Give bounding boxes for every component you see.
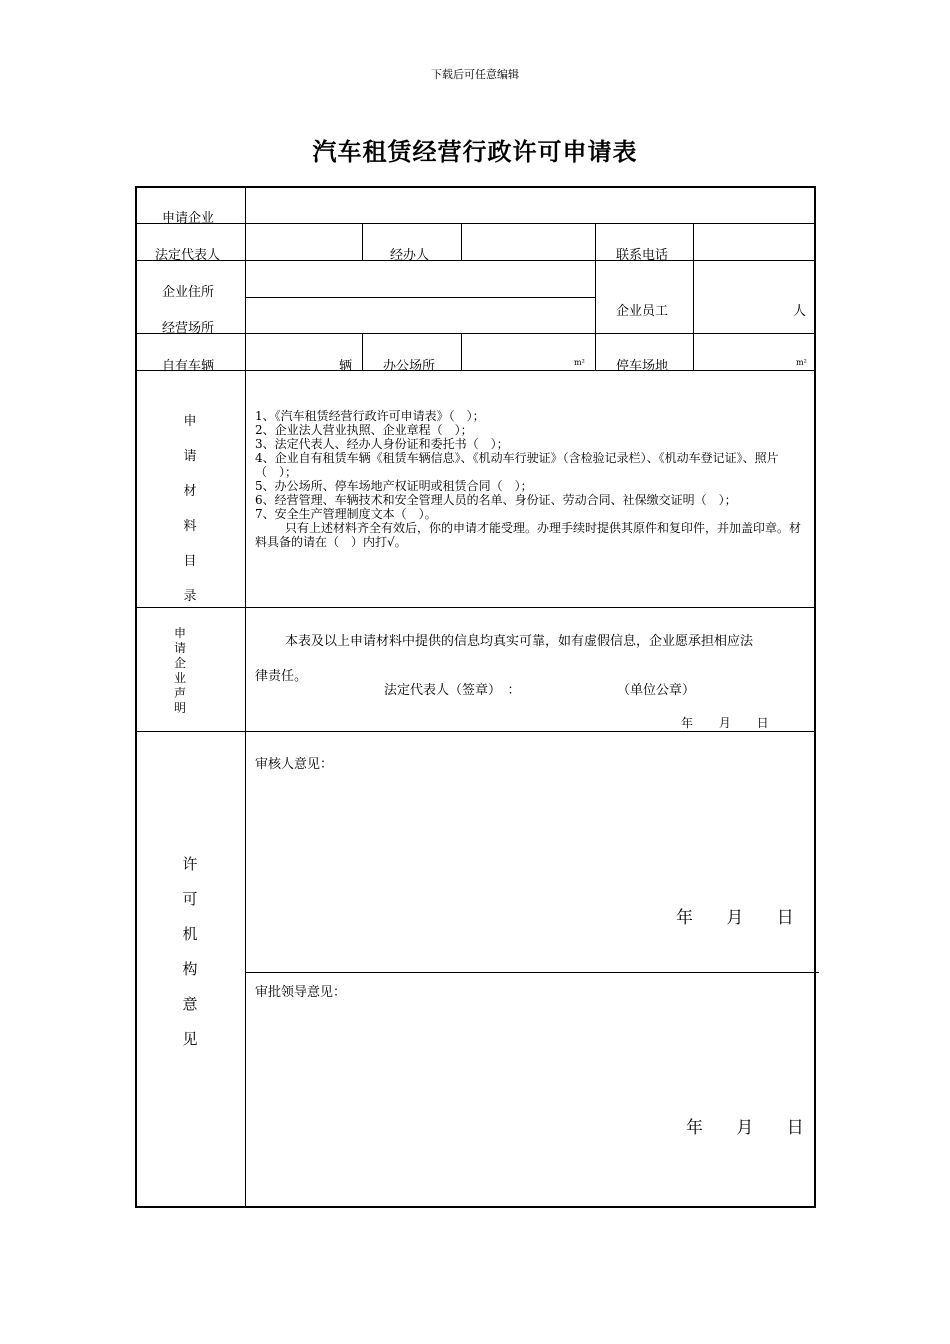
- header-note: 下载后可任意编辑: [431, 68, 519, 81]
- reviewer-opinion-field[interactable]: [247, 775, 813, 965]
- approver-date: 年 月 日: [686, 1118, 804, 1138]
- parking-label: 停车场地: [616, 359, 669, 374]
- signature-label: 法定代表人（签章） ：: [384, 683, 521, 698]
- reviewer-opinion-label: 审核人意见：: [255, 757, 334, 772]
- material-item: 5、办公场所、停车场地产权证明或租赁合同（ ）；: [255, 479, 533, 493]
- authority-side-label: 许 可 机 构 意 见: [182, 855, 198, 1048]
- form-title: 汽车租赁经营行政许可申请表: [312, 138, 638, 166]
- legal-rep-label: 法定代表人: [155, 248, 221, 263]
- vehicles-label: 自有车辆: [162, 359, 215, 374]
- vehicles-unit: 辆: [339, 359, 353, 374]
- declaration-text-line2: 律责任。: [255, 669, 308, 684]
- premises-field[interactable]: [247, 299, 594, 332]
- phone-field[interactable]: [695, 225, 813, 259]
- declaration-date: 年 月 日: [681, 716, 769, 730]
- declaration-side-label: 申 请 企 业 声 明: [173, 626, 186, 715]
- reviewer-date: 年 月 日: [676, 908, 794, 928]
- material-item: 6、经营管理、车辆技术和安全管理人员的名单、身份证、劳动合同、社保缴交证明（ ）；: [255, 493, 737, 507]
- material-item: 4、企业自有租赁车辆《租赁车辆信息》、《机动车行驶证》（含检验记录栏）、《机动车登记证》、照片（ ）；: [255, 451, 779, 479]
- address-field[interactable]: [247, 262, 594, 296]
- office-unit: m²: [574, 358, 585, 367]
- materials-note: 只有上述材料齐全有效后，你的申请才能受理。办理手续时提供其原件和复印件，并加盖印章。材料具备的请在（ ）内打√。: [255, 521, 802, 549]
- phone-label: 联系电话: [616, 248, 669, 263]
- seal-label: （单位公章）: [617, 683, 696, 698]
- material-item: 2、企业法人营业执照、企业章程（ ）；: [255, 423, 473, 437]
- agent-field[interactable]: [463, 225, 594, 259]
- address-label: 企业住所: [162, 285, 215, 300]
- office-label: 办公场所: [383, 359, 436, 374]
- premises-label: 经营场所: [162, 321, 215, 336]
- materials-side-label: 申 请 材 料 目 录: [183, 414, 197, 604]
- applicant-field[interactable]: [247, 188, 813, 222]
- agent-label: 经办人: [390, 248, 430, 263]
- applicant-label: 申请企业: [162, 211, 215, 226]
- material-item: 7、安全生产管理制度文本（ ）。: [255, 507, 437, 521]
- material-item: 3、法定代表人、经办人身份证和委托书（ ）；: [255, 437, 509, 451]
- employees-unit: 人: [793, 304, 807, 319]
- material-item: 1、《汽车租赁经营行政许可申请表》（ ）；: [255, 409, 485, 423]
- legal-rep-field[interactable]: [247, 225, 361, 259]
- approver-opinion-label: 审批领导意见：: [255, 985, 347, 1000]
- employees-label: 企业员工: [616, 304, 669, 319]
- approver-opinion-field[interactable]: [247, 1002, 813, 1202]
- parking-unit: m²: [796, 358, 807, 367]
- employees-field[interactable]: [695, 262, 813, 332]
- materials-list: [255, 409, 807, 549]
- declaration-text-line1: 本表及以上申请材料中提供的信息均真实可靠，如有虚假信息，企业愿承担相应法: [285, 634, 754, 649]
